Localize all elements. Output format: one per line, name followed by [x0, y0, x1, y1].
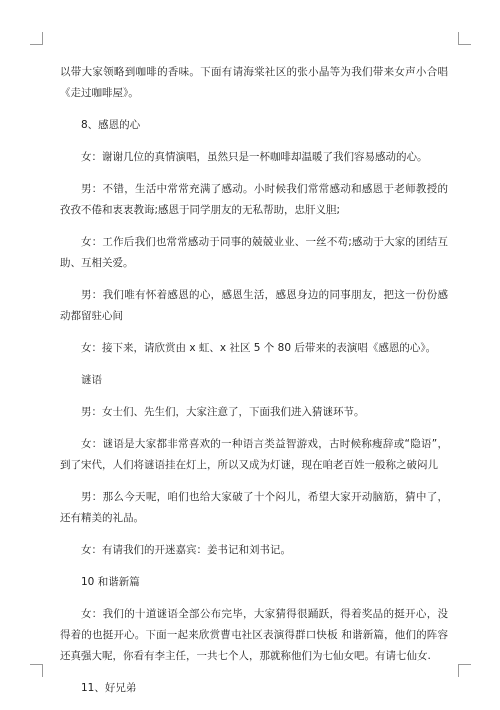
document-body: [60, 62, 448, 710]
paragraph-continuation: 以带大家领略到咖啡的香味。下面有请海棠社区的张小晶等为我们带来女声小合唱《走过咖啡屋》。: [60, 66, 448, 99]
section-heading-gratitude: 8、感恩的心: [81, 119, 141, 131]
crop-mark-top-right: [458, 32, 471, 45]
section-heading-good-brothers: 11、好兄弟: [81, 682, 137, 694]
paragraph: 男：女士们、先生们，大家注意了，下面我们进入猜谜环节。: [81, 406, 365, 418]
crop-mark-bottom-right: [458, 664, 471, 677]
paragraph: 男：那么今天呢，咱们也给大家破了十个闷儿，希望大家开动脑筋，猜中了，还有精美的礼品。: [60, 491, 448, 524]
paragraph: 女：谢谢几位的真情演唱，虽然只是一杯咖啡却温暖了我们容易感动的心。: [81, 151, 428, 163]
paragraph: 女：工作后我们也常常感动于同事的兢兢业业、一丝不苟;感动于大家的团结互助、互相关爱。: [60, 236, 448, 269]
paragraph: 男：不错，生活中常常充满了感动。小时候我们常常感动和感恩于老师教授的孜孜不倦和衷衷教诲;感恩于同学朋友的无私帮助，忠肝义胆;: [60, 183, 448, 216]
paragraph: 女：我们的十道谜语全部公布完毕，大家猜得很踊跃，得着奖品的挺开心，没得着的也挺开心。下面一起来欣赏曹屯社区表演得群口快板 和谐新篇，他们的阵容还真强大呢，你看有李主任，一共七个人，那就称他们为七仙女吧。有请七仙女.: [60, 608, 448, 662]
paragraph: 男：我们唯有怀着感恩的心，感恩生活，感恩身边的同事朋友，把这一份份感动都留驻心间: [60, 289, 448, 322]
section-heading-riddles: 谜语: [81, 374, 102, 386]
paragraph: 女：谜语是大家都非常喜欢的一种语言类益智游戏，古时候称瘦辞或“隐语”， 到了宋代，人们将谜语挂在灯上，所以又成为灯谜，现在咱老百姓一般称之破闷儿: [60, 438, 448, 471]
paragraph: 女：有请我们的开迷嘉宾：姜书记和刘书记。: [81, 544, 291, 556]
crop-mark-top-left: [30, 32, 43, 45]
paragraph: 女：接下来，请欣赏由 x 虹、x 社区 5 个 80 后带来的表演唱《感恩的心》。: [81, 342, 437, 354]
section-heading-harmony: 10 和谐新篇: [81, 576, 140, 588]
crop-mark-bottom-left: [30, 664, 43, 677]
